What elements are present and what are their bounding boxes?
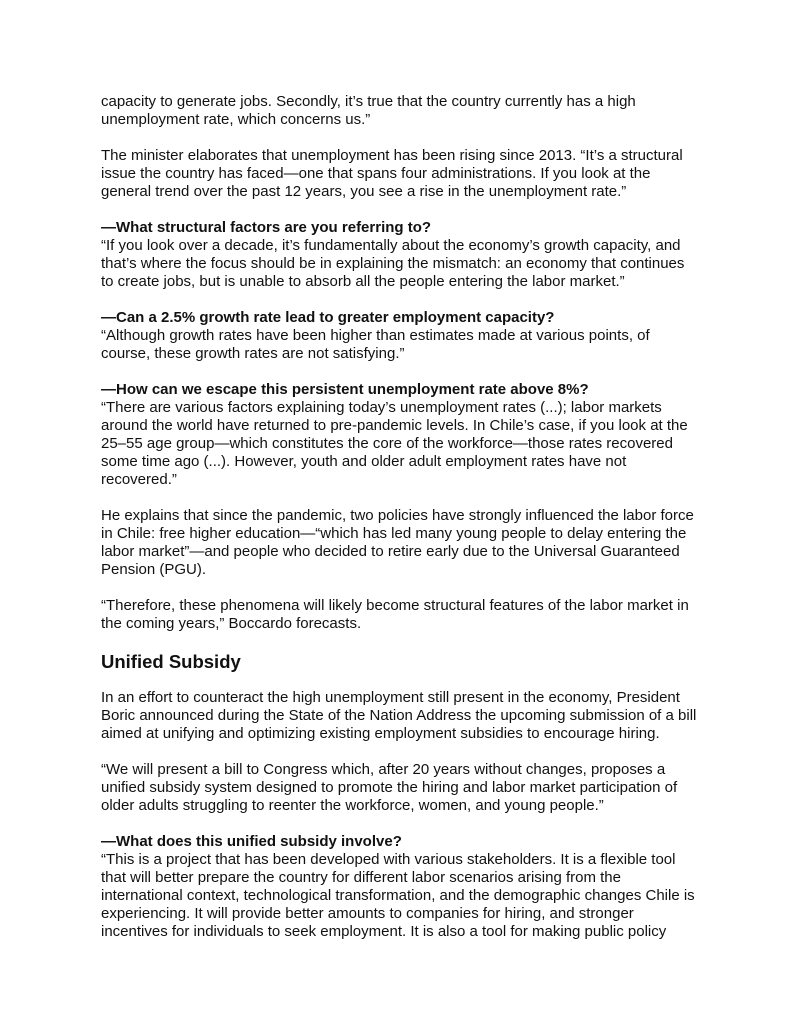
body-paragraph: In an effort to counteract the high unemployment still present in the economy, President Boric announced during the State of the Nation Address the upcoming submission of a bill aimed at unifying and optimizing existing employment subsidies to encourage hiring.	[101, 689, 697, 742]
body-paragraph: capacity to generate jobs. Secondly, it’s true that the country currently has a high unemployment rate, which concerns us.”	[101, 93, 636, 128]
interview-answer: “This is a project that has been developed with various stakeholders. It is a flexible tool that will better prepare the country for different labor scenarios arising from the international context, technological transformation, and the demographic changes Chile is experiencing. It will provide better amounts to companies for hiring, and stronger incentives for individuals to seek employment. It is also a tool for making public policy	[101, 851, 695, 940]
qa-block	[101, 219, 701, 291]
interview-answer: “If you look over a decade, it’s fundamentally about the economy’s growth capacity, and that’s where the focus should be in explaining the mismatch: an economy that continues to create jobs, but is unable to absorb all the people entering the labor market.”	[101, 237, 685, 290]
interview-answer: “Although growth rates have been higher than estimates made at various points, of course, these growth rates are not satisfying.”	[101, 327, 650, 362]
document-page	[101, 93, 701, 959]
interview-question: —What does this unified subsidy involve?	[101, 833, 402, 850]
section-heading: Unified Subsidy	[101, 651, 241, 672]
qa-block	[101, 381, 701, 489]
interview-question: —What structural factors are you referring to?	[101, 219, 432, 236]
body-paragraph: “We will present a bill to Congress which, after 20 years without changes, proposes a unified subsidy system designed to promote the hiring and labor market participation of older adults struggling to reenter the workforce, women, and young people.”	[101, 761, 678, 814]
qa-block	[101, 833, 701, 941]
body-paragraph: “Therefore, these phenomena will likely become structural features of the labor market in the coming years,” Boccardo forecasts.	[101, 597, 689, 632]
body-paragraph: The minister elaborates that unemployment has been rising since 2013. “It’s a structural issue the country has faced—one that spans four administrations. If you look at the general trend over the past 12 years, you see a rise in the unemployment rate.”	[101, 147, 683, 200]
qa-block	[101, 309, 701, 363]
interview-question: —Can a 2.5% growth rate lead to greater employment capacity?	[101, 309, 555, 326]
body-paragraph: He explains that since the pandemic, two policies have strongly influenced the labor force in Chile: free higher education—“which has led many young people to delay entering the labor market”—and people who decided to retire early due to the Universal Guaranteed Pension (PGU).	[101, 507, 694, 578]
interview-answer: “There are various factors explaining today’s unemployment rates (...); labor markets around the world have returned to pre-pandemic levels. In Chile’s case, if you look at the 25–55 age group—which constitutes the core of the workforce—those rates recovered some time ago (...). However, youth and older adult employment rates have not recovered.”	[101, 399, 688, 488]
interview-question: —How can we escape this persistent unemployment rate above 8%?	[101, 381, 589, 398]
